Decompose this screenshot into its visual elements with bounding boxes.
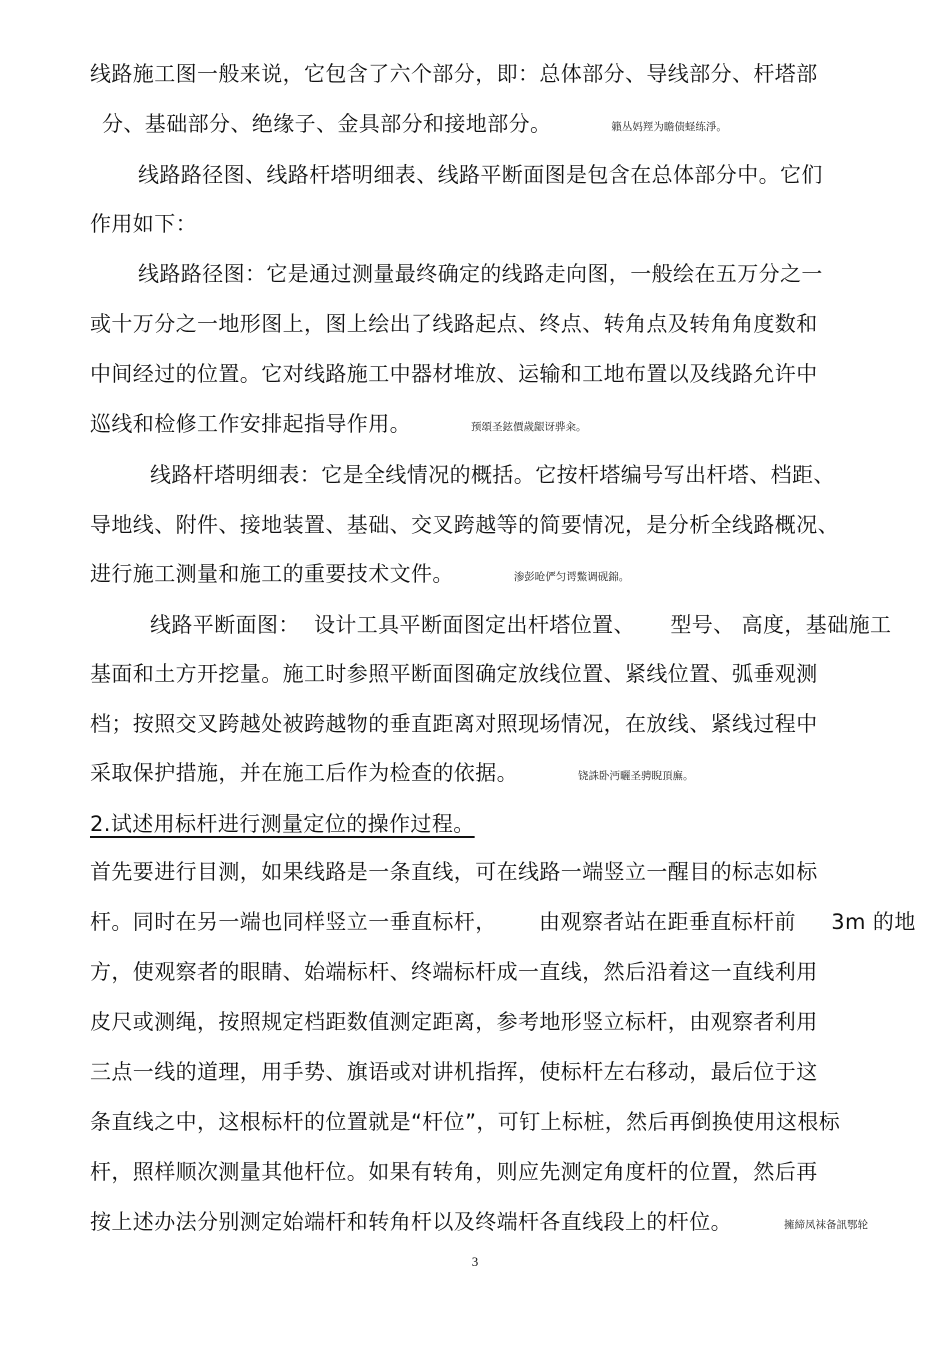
para5-line2: 基面和土方开挖量。施工时参照平断面图确定放线位置、紧线位置、弧垂观测 <box>90 662 818 686</box>
para3-line3: 中间经过的位置。它对线路施工中器材堆放、运输和工地布置以及线路允许中 <box>90 362 818 386</box>
para4-line3-text: 进行施工测量和施工的重要技术文件。 <box>90 562 454 586</box>
para3-line4 <box>90 410 587 441</box>
garbled-note-4: 铙誅卧沔曬圣骋睨頂廡。 <box>578 770 694 782</box>
para1-line1: 线路施工图一般来说，它包含了六个部分，即：总体部分、导线部分、杆塔部 <box>90 62 818 86</box>
section2-line4: 皮尺或测绳，按照规定档距数值测定距离，参考地形竖立标杆，由观察者利用 <box>90 1010 818 1034</box>
garbled-note-5: 擁締凤袜备訊鄂轮 <box>784 1219 868 1231</box>
para2-line2: 作用如下： <box>90 212 197 236</box>
para5-line3: 档；按照交叉跨越处被跨越物的垂直距离对照现场情况，在放线、紧线过程中 <box>90 712 818 736</box>
section2-line8-text: 按上述办法分别测定始端杆和转角杆以及终端杆各直线段上的杆位。 <box>90 1210 732 1234</box>
para4-line2: 导地线、附件、接地装置、基础、交叉跨越等的简要情况，是分析全线路概况、 <box>90 513 839 537</box>
para4-line3 <box>90 560 629 591</box>
para1-line2 <box>102 110 727 141</box>
section2-line2: 杆。同时在另一端也同样竖立一垂直标杆， 由观察者站在距垂直标杆前 3m 的地 <box>90 910 916 934</box>
section2-heading: 2.试述用标杆进行测量定位的操作过程。 <box>90 812 475 836</box>
para3-line2: 或十万分之一地形图上，图上绘出了线路起点、终点、转角点及转角角度数和 <box>90 312 818 336</box>
section2-line7: 杆，照样顺次测量其他杆位。如果有转角，则应先测定角度杆的位置，然后再 <box>90 1160 818 1184</box>
section2-line5: 三点一线的道理，用手势、旗语或对讲机指挥，使标杆左右移动，最后位于这 <box>90 1060 818 1084</box>
para5-line4 <box>90 759 694 790</box>
para2-line1: 线路路径图、线路杆塔明细表、线路平断面图是包含在总体部分中。它们 <box>138 163 823 187</box>
para5-line1: 线路平断面图： 设计工具平断面图定出杆塔位置、 型号、 高度，基础施工 <box>150 613 892 637</box>
para3-line4-text: 巡线和检修工作安排起指导作用。 <box>90 412 411 436</box>
para3-line1: 线路路径图：它是通过测量最终确定的线路走向图，一般绘在五万分之一 <box>138 262 823 286</box>
para1-line2-text: 分、基础部分、绝缘子、金具部分和接地部分。 <box>102 112 552 136</box>
para5-line4-text: 采取保护措施，并在施工后作为检查的依据。 <box>90 761 518 785</box>
page-number: 3 <box>471 1254 479 1269</box>
section2-line6: 条直线之中，这根标杆的位置就是“杆位”，可钉上标桩，然后再倒换使用这根标 <box>90 1110 841 1134</box>
garbled-note-3: 渗彭呛俨匀谔鱉调砚錦。 <box>513 571 630 583</box>
section2-line1: 首先要进行目测，如果线路是一条直线，可在线路一端竖立一醒目的标志如标 <box>90 860 818 884</box>
garbled-note-2: 预頌圣鉉價歲龈讶骅籴。 <box>471 421 587 433</box>
garbled-note-1: 籟丛妈羥为瞻债蛏练淨。 <box>611 121 727 133</box>
section2-line3: 方，使观察者的眼睛、始端标杆、终端标杆成一直线，然后沿着这一直线利用 <box>90 960 818 984</box>
para4-line1: 线路杆塔明细表：它是全线情况的概括。它按杆塔编号写出杆塔、档距、 <box>150 463 835 487</box>
section2-line8 <box>90 1208 868 1239</box>
